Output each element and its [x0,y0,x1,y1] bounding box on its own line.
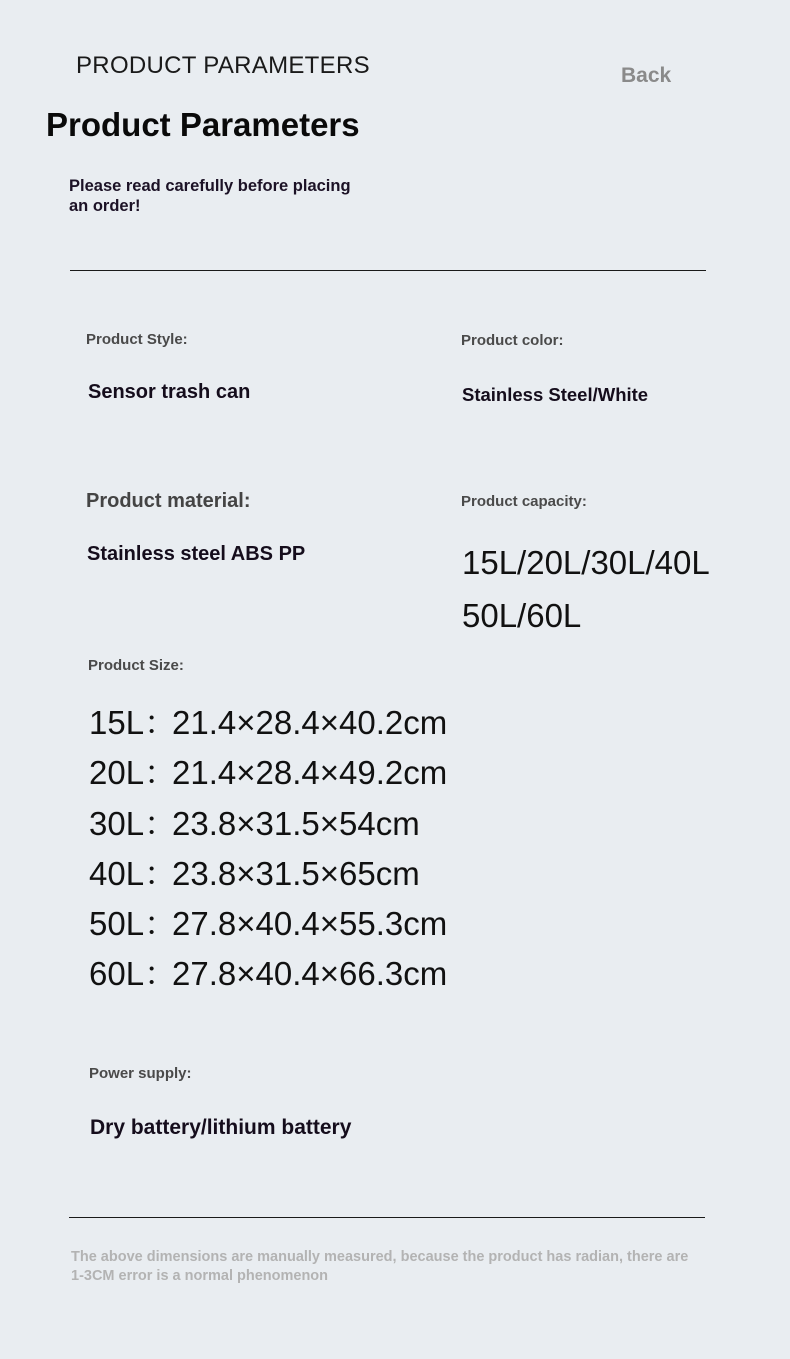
material-label: Product material: [86,490,251,512]
header-caps-title: PRODUCT PARAMETERS [76,52,370,79]
footnote-line: The above dimensions are manually measured, because the product has radian, there are [71,1249,689,1265]
size-dimensions: 23.8×31.5×54cm [172,804,420,842]
size-dimensions: 27.8×40.4×66.3cm [172,955,448,993]
size-capacity: 40L： [89,854,178,892]
size-capacity: 20L： [89,754,178,792]
size-dimensions: 23.8×31.5×65cm [172,854,420,892]
page-title: Product Parameters [46,106,360,143]
power-value: Dry battery/lithium battery [90,1116,352,1139]
footnote-line: 1-3CM error is a normal phenomenon [71,1267,329,1284]
size-capacity: 50L： [89,905,178,943]
size-row [89,748,447,798]
power-label: Power supply: [89,1065,192,1082]
size-row [89,949,447,999]
measurement-footnote [71,1248,751,1285]
top-divider [70,270,706,271]
size-row [89,698,447,748]
bottom-divider [69,1217,705,1218]
capacity-line: 15L/20L/30L/40L [462,544,710,581]
size-dimensions: 21.4×28.4×49.2cm [172,754,448,792]
style-label: Product Style: [86,331,188,348]
size-capacity: 30L： [89,804,178,842]
material-value: Stainless steel ABS PP [87,543,306,565]
size-row [89,899,447,949]
order-notice-line: an order! [69,197,141,215]
color-value: Stainless Steel/White [462,384,649,405]
size-label: Product Size: [88,657,184,674]
capacity-label: Product capacity: [461,493,587,510]
size-capacity: 15L： [89,704,178,741]
back-button[interactable]: Back [621,64,672,87]
color-label: Product color: [461,332,564,349]
order-notice [69,176,389,216]
capacity-value [462,536,710,642]
size-dimensions: 27.8×40.4×55.3cm [172,905,448,943]
size-dimensions: 21.4×28.4×40.2cm [172,704,448,741]
size-capacity: 60L： [89,955,178,993]
size-row [89,799,447,849]
size-row [89,849,447,899]
capacity-line: 50L/60L [462,597,582,634]
order-notice-line: Please read carefully before placing [69,177,351,195]
size-list [89,698,447,1000]
style-value: Sensor trash can [88,381,251,403]
